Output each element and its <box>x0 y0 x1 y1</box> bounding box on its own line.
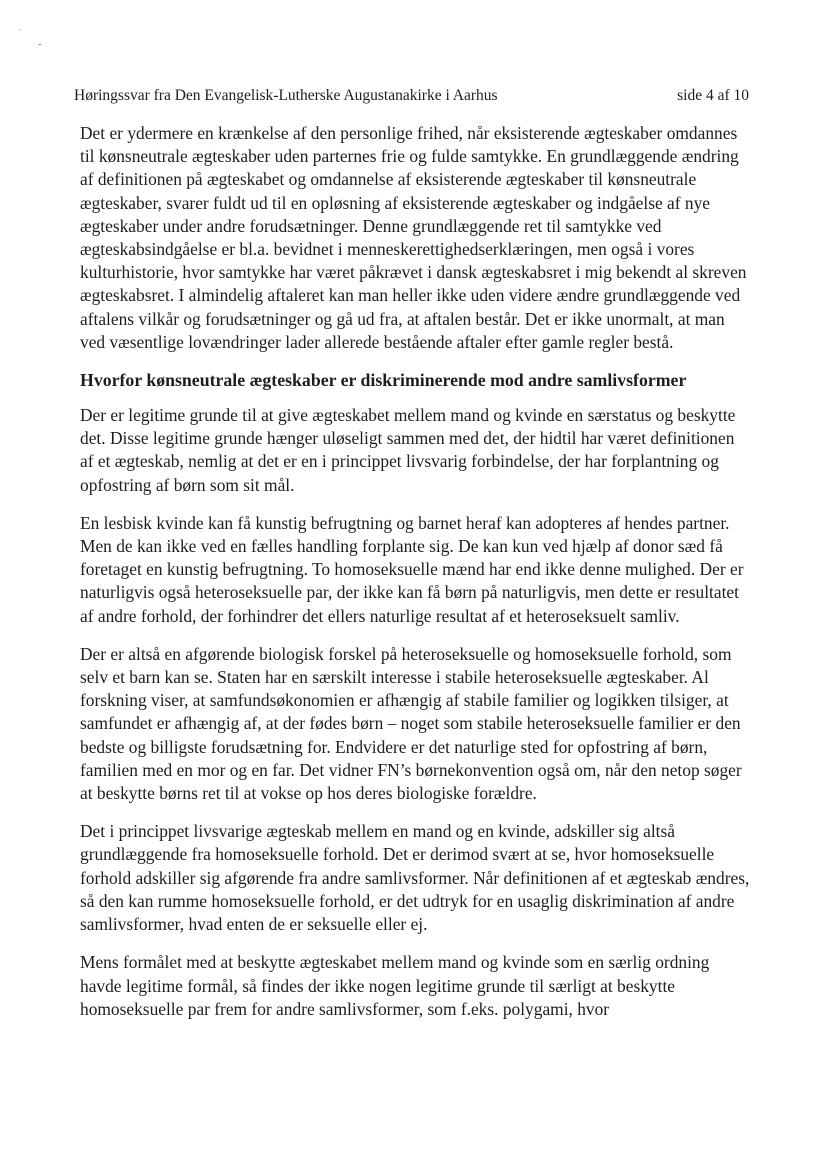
paragraph: Der er altså en afgørende biologisk forskel på heteroseksuelle og homoseksuelle forhold, som selv et barn kan se. Staten har en særskilt interesse i stabile heteroseksuelle ægteskaber. Al forskning viser, at samfundsøkonomien er afhængig af stabile familier og logikken tilsiger, at samfundet er afhængig af, at der fødes børn – noget som stabile heteroseksuelle familier er den bedste og billigste forudsætning for. Endvidere er det naturlige sted for opfostring af børn, familien med en mor og en far. Det vidner FN’s børnekonvention også om, når den netop søger at beskytte børns ret til at vokse op hos deres biologiske forældre. <box>80 643 742 804</box>
scan-mark: - <box>38 39 42 50</box>
paragraph: Der er legitime grunde til at give ægteskabet mellem mand og kvinde en særstatus og beskytte det. Disse legitime grunde hænger uløseligt sammen med det, der hidtil har været definitionen af et ægteskab, nemlig at det er en i princippet livsvarig forbindelse, der har forplantning og opfostring af børn som sit mål. <box>80 405 736 495</box>
document-body <box>80 122 752 1036</box>
paragraph: Det er ydermere en krænkelse af den personlige frihed, når eksisterende ægteskaber omdannes til kønsneutrale ægteskaber uden parternes frie og fulde samtykke. En grundlæggende ændring af definitionen på ægteskabet og omdannelse af eksisterende ægteskaber til kønsneutrale ægteskaber, svarer fuldt ud til en opløsning af eksisterende ægteskaber og indgåelse af nye ægteskaber under andre forudsætninger. Denne grundlæggende ret til samtykke ved ægteskabsindgåelse er bl.a. bevidnet i menneskerettighedserklæringen, men også i vores kulturhistorie, hvor samtykke har været påkrævet i dansk ægteskabsret i mig bekendt al skreven ægteskabsret. I almindelig aftaleret kan man heller ikke uden videre ændre grundlæggende ved aftalens vilkår og forudsætninger og gå ud fra, at aftalen består. Det er ikke unormalt, at man ved væsentlige lovændringer lader allerede bestående aftaler efter gamle regler bestå. <box>80 123 747 352</box>
page-number: side 4 af 10 <box>677 87 749 104</box>
paragraph: En lesbisk kvinde kan få kunstig befrugtning og barnet heraf kan adopteres af hendes partner. Men de kan ikke ved en fælles handling forplante sig. De kan kun ved hjælp af donor sæd få foretaget en kunstig befrugtning. To homoseksuelle mænd har end ikke denne mulighed. Der er naturligvis også heteroseksuelle par, der ikke kan få børn på naturligvis, men dette er resultatet af andre forhold, der forhindrer det ellers naturlige resultat af et heteroseksuelt samliv. <box>80 512 744 626</box>
header-title: Høringssvar fra Den Evangelisk-Lutherske Augustanakirke i Aarhus <box>74 87 498 104</box>
scan-mark: ` <box>18 29 22 40</box>
paragraph: Det i princippet livsvarige ægteskab mellem en mand og en kvinde, adskiller sig altså grundlæggende fra homoseksuelle forhold. Det er derimod svært at se, hvor homoseksuelle forhold adskiller sig afgørende fra andre samlivsformer. Når definitionen af et ægteskab ændres, så den kan rumme homoseksuelle forhold, er det udtryk for en usaglig diskrimination af andre samlivsformer, hvad enten de er seksuelle eller ej. <box>80 821 750 935</box>
paragraph: Mens formålet med at beskytte ægteskabet mellem mand og kvinde som en særlig ordning havde legitime formål, så findes der ikke nogen legitime grunde til særligt at beskytte homoseksuelle par frem for andre samlivsformer, som f.eks. polygami, hvor <box>80 952 710 1019</box>
section-heading: Hvorfor kønsneutrale ægteskaber er diskriminerende mod andre samlivsformer <box>80 370 687 391</box>
